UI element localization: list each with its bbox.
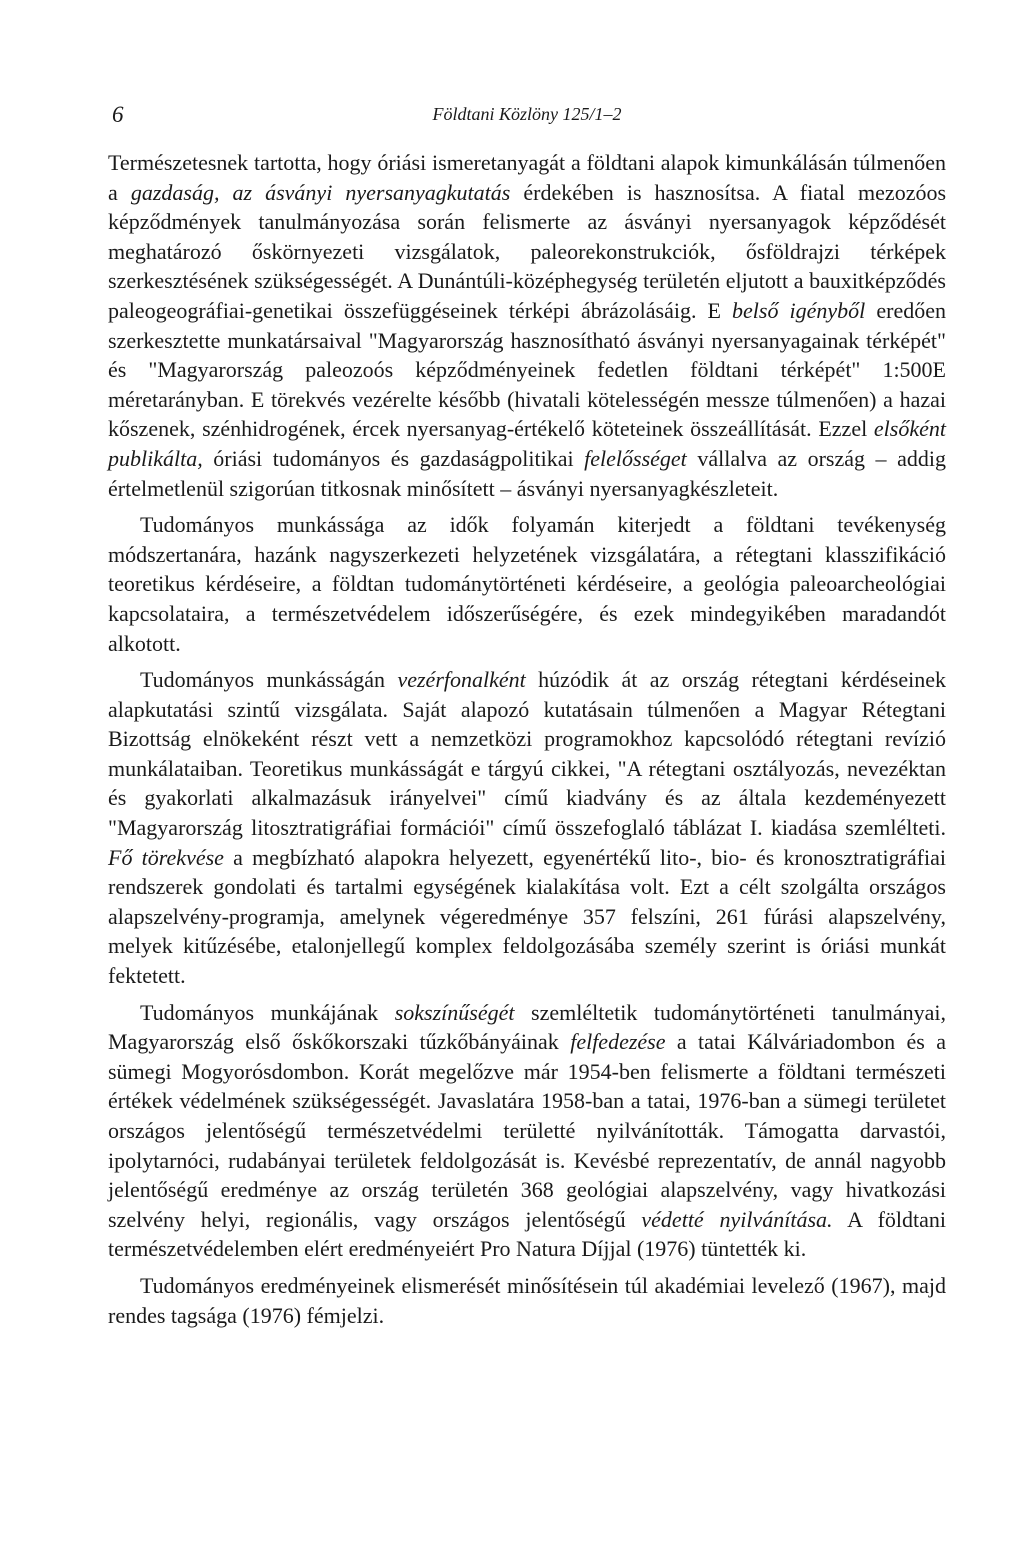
text-run: Tudományos munkássága az idők folyamán kiterjedt a földtani tevékenység módszertanára, hazánk nagyszerkezeti helyzetének vizsgálatára, a rétegtani klasszifikáció teoretikus kérdéseire, a földtan tudománytörténeti kérdéseire, a geológia paleoarcheológiai kapcsolataira, a természetvédelem időszerűségére, és ezek mindegyikében maradandót alkotott. (108, 512, 946, 656)
paragraph (108, 998, 946, 1264)
running-head (108, 96, 946, 132)
text-run: óriási tudományos és gazdaságpolitikai (202, 445, 585, 471)
text-run: Tudományos munkásságán (140, 667, 398, 693)
text-run: vállalva az ország – addig értelmetlenül szigorúan titkosnak minősített – ásványi nyersanyagkészleteit. (108, 445, 946, 501)
journal-title: Földtani Közlöny 125/1–2 (432, 104, 622, 124)
paragraph (108, 510, 946, 658)
italic-emphasis: Fő törekvése (108, 844, 224, 870)
text-run: eredően szerkesztette munkatársaival "Magyarország hasznosítható ásványi nyersanyagainak térképét" és "Magyarország paleozoós képződményeinek fedetlen földtani térképét" 1:500E méretarányban. E törekvés vezérelte később (hivatali kötelességén messze túlmenően) a hazai kőszenek, szénhidrogének, ércek nyersanyag-értékelő köteteinek összeállítását. Ezzel (108, 297, 946, 442)
italic-emphasis: felfedezése (570, 1029, 666, 1055)
text-run: húzódik át az ország rétegtani kérdéseinek alapkutatási szintű vizsgálata. Saját alapozó kutatásain túlmenően a Magyar Rétegtani Bizottság elnökeként részt vett a nemzetközi programokhoz kapcsolódó rétegtani revízió munkálataiban. Teoretikus munkásságát e tárgyú cikkei, "A rétegtani osztályozás, nevezéktan és gyakorlati alkalmazásuk irányelvei" című kiadvány és az általa kezdeményezett "Magyarország litosztratigráfiai formációi" című összefoglaló táblázat I. kiadása szemlélteti. (108, 667, 946, 841)
italic-emphasis: sokszínűségét (394, 999, 515, 1025)
text-run: a megbízható alapokra helyezett, egyenértékű lito-, bio- és kronosztratigráfiai rendszerek gondolati és tartalmi egységének kialakítása volt. Ezt a célt szolgálta országos alapszelvény-programja, amelynek végeredménye 357 felszíni, 261 fúrási alapszelvény, melyek kitűzésébe, etalonjellegű komplex feldolgozásába személy szerint is óriási munkát fektetett. (108, 844, 946, 989)
text-run: érdekében is hasznosítsa. A fiatal mezozóos képződmények tanulmányozása során felismerte az ásványi nyersanyagok képződését meghatározó őskörnyezeti vizsgálatok, paleorekonstrukciók, ősföldrajzi térképek szerkesztésének szükségességét. A Dunántúli-középhegység területén eljutott a bauxitképződés paleogeográfiai-genetikai összefüggéseinek térképi ábrázolásáig. E (108, 179, 947, 323)
text-run: a tatai Kálváriadombon és a sümegi Mogyorósdombon. Korát megelőzve már 1954-ben felismerte a földtani természeti értékek védelmének szükségességét. Javaslatára 1958-ban a tatai, 1976-ban a sümegi területet országos jelentőségű természetvédelmi területté nyilvánították. Támogatta darvastói, ipolytarnóci, rudabányai területek feldolgozását is. Kevésbé reprezentatív, de annál nagyobb jelentőségű eredménye az ország területén 368 geológiai alapszelvény, vagy hivatkozási szelvény helyi, regionális, vagy országos jelentőségű (108, 1029, 946, 1232)
text-run: Tudományos eredményeinek elismerését minősítésein túl akadémiai levelező (1967), majd rendes tagsága (1976) fémjelzi. (108, 1272, 946, 1328)
page-number: 6 (112, 102, 124, 127)
text-run: A földtani természetvédelemben elért eredményeiért Pro Natura Díjjal (1976) tüntették ki. (108, 1206, 947, 1262)
text-run: szemléltetik tudománytörténeti tanulmányai, Magyarország első őskőkorszaki tűzkőbányáinak (108, 999, 946, 1055)
italic-emphasis: elsőként publikálta, (108, 416, 946, 471)
document-page (108, 96, 946, 1330)
text-run: Természetesnek tartotta, hogy óriási ismeretanyagát a földtani alapok kimunkálásán túlmenően a (108, 150, 946, 205)
paragraph (108, 665, 946, 991)
italic-emphasis: belső igényből (732, 297, 866, 323)
italic-emphasis: vezérfonalként (397, 667, 526, 693)
italic-emphasis: védetté nyilvánítása. (641, 1206, 833, 1232)
italic-emphasis: felelősséget (584, 445, 687, 471)
paragraph (108, 148, 946, 503)
paragraph (108, 1271, 946, 1330)
italic-emphasis: gazdaság, az ásványi nyersanyagkutatás (130, 179, 511, 205)
body-text (108, 148, 946, 1330)
text-run: Tudományos munkájának (140, 999, 395, 1025)
